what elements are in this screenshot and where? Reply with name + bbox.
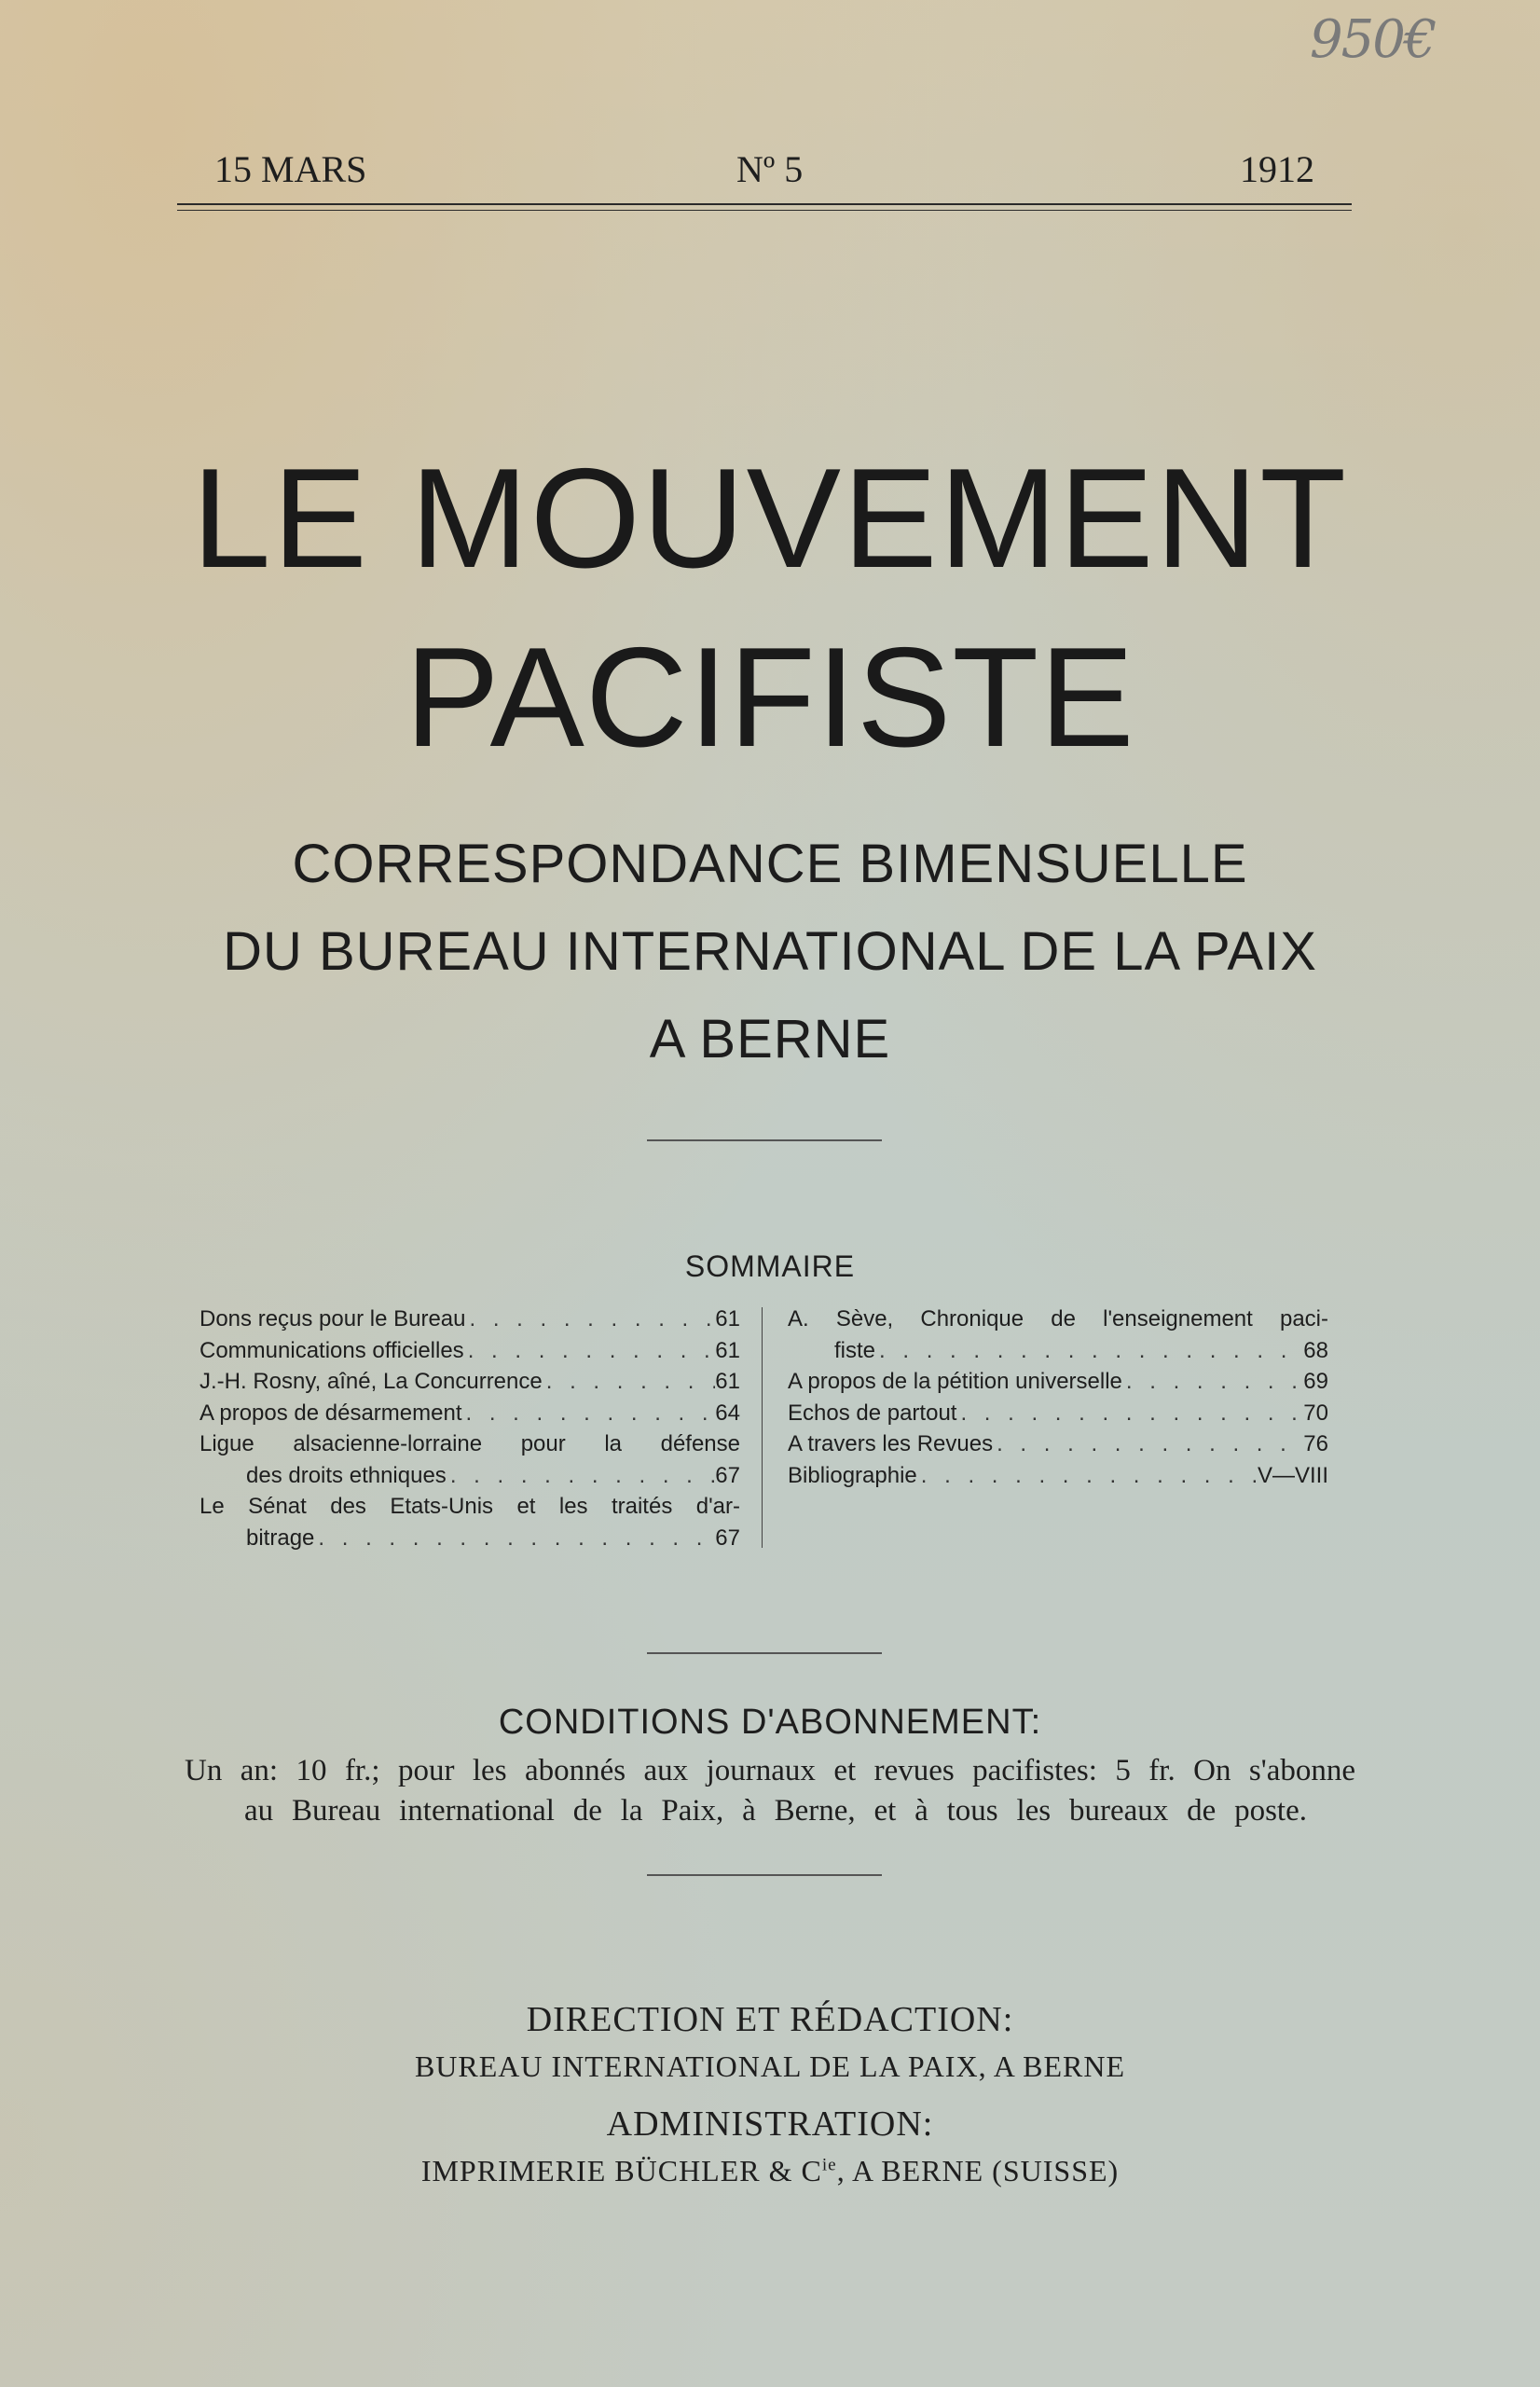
toc-entry bbox=[788, 1304, 1328, 1335]
header-double-rule bbox=[177, 203, 1352, 211]
divider-rule bbox=[647, 1139, 882, 1141]
conditions-heading: CONDITIONS D'ABONNEMENT: bbox=[498, 1703, 1042, 1742]
toc-entry-title: A travers les Revues bbox=[788, 1431, 994, 1456]
toc-entry bbox=[788, 1428, 1328, 1460]
toc-left-column bbox=[199, 1304, 740, 1553]
toc-entry-title: A propos de la pétition universelle bbox=[788, 1369, 1122, 1394]
toc-entry-title: Bibliographie bbox=[788, 1462, 917, 1488]
direction-heading: DIRECTION ET RÉDACTION: bbox=[526, 2000, 1014, 2039]
administration-address bbox=[0, 2154, 1540, 2188]
toc-entry-title: Le Sénat des Etats-Unis et les traités d'ar- bbox=[199, 1494, 740, 1519]
toc-entry-page: 70 bbox=[1303, 1400, 1328, 1426]
toc-entry-page: 67 bbox=[715, 1525, 740, 1551]
toc-entry-title: J.-H. Rosny, aîné, La Concurrence bbox=[199, 1369, 543, 1394]
toc-entry-page: 61 bbox=[715, 1369, 740, 1394]
toc-entry-title: Echos de partout bbox=[788, 1400, 957, 1426]
toc-entry-title: A. Sève, Chronique de l'enseignement paci- bbox=[788, 1306, 1328, 1331]
sommaire-heading: SOMMAIRE bbox=[684, 1249, 856, 1283]
administration-address-rest: , A BERNE (SUISSE) bbox=[836, 2154, 1120, 2187]
journal-title-line-1: LE MOUVEMENT bbox=[191, 439, 1349, 598]
toc-entry bbox=[788, 1398, 1328, 1429]
toc-right-column bbox=[788, 1304, 1328, 1491]
administration-heading: ADMINISTRATION: bbox=[606, 2104, 934, 2144]
toc-entry-title: des droits ethniques bbox=[246, 1462, 447, 1488]
toc-entry-page: 61 bbox=[715, 1337, 740, 1363]
toc-entry bbox=[788, 1460, 1328, 1492]
toc-entry bbox=[199, 1460, 740, 1492]
toc-entry-page: 76 bbox=[1303, 1431, 1328, 1456]
toc-entry bbox=[199, 1428, 740, 1460]
toc-entry bbox=[199, 1523, 740, 1554]
toc-entry-title: bitrage bbox=[246, 1525, 315, 1551]
toc-entry bbox=[788, 1366, 1328, 1398]
direction-address: BUREAU INTERNATIONAL DE LA PAIX, A BERNE bbox=[414, 2049, 1126, 2083]
toc-entry bbox=[199, 1366, 740, 1398]
toc-entry-page: V—VIII bbox=[1257, 1462, 1328, 1488]
toc-entry bbox=[199, 1398, 740, 1429]
subtitle-line-3: A BERNE bbox=[649, 1009, 891, 1069]
toc-entry-page: 64 bbox=[715, 1400, 740, 1426]
journal-title-line-2: PACIFISTE bbox=[405, 618, 1135, 777]
issue-number: Nº 5 bbox=[736, 148, 804, 190]
toc-entry-page: 61 bbox=[715, 1306, 740, 1331]
subtitle-line-2: DU BUREAU INTERNATIONAL DE LA PAIX bbox=[223, 921, 1317, 982]
administration-address-superscript: ie bbox=[821, 2155, 837, 2175]
toc-entry-title: fiste bbox=[834, 1337, 876, 1363]
toc-entry-page: 68 bbox=[1303, 1337, 1328, 1363]
toc-entry-title: Dons reçus pour le Bureau bbox=[199, 1306, 466, 1331]
toc-entry bbox=[199, 1335, 740, 1367]
issue-date: 15 MARS bbox=[214, 148, 367, 190]
toc-column-separator bbox=[762, 1307, 763, 1548]
divider-rule bbox=[647, 1652, 882, 1654]
subtitle-line-1: CORRESPONDANCE BIMENSUELLE bbox=[292, 834, 1248, 894]
issue-header bbox=[177, 147, 1352, 194]
issue-year: 1912 bbox=[1240, 148, 1314, 190]
toc-entry-title: Ligue alsacienne-lorraine pour la défense bbox=[199, 1431, 740, 1456]
toc-entry bbox=[199, 1304, 740, 1335]
divider-rule bbox=[647, 1874, 882, 1876]
handwritten-price-note: 950€ bbox=[1310, 9, 1436, 70]
toc-entry bbox=[199, 1491, 740, 1523]
conditions-text-line-2: au Bureau international de la Paix, à Berne, et à tous les bureaux de poste. bbox=[244, 1794, 1307, 1828]
toc-entry bbox=[788, 1335, 1328, 1367]
toc-entry-title: Communications officielles bbox=[199, 1337, 464, 1363]
toc-entry-title: A propos de désarmement bbox=[199, 1400, 462, 1426]
toc-entry-page: 67 bbox=[715, 1462, 740, 1488]
conditions-text-line-1: Un an: 10 fr.; pour les abonnés aux journaux et revues pacifistes: 5 fr. On s'abonne bbox=[185, 1754, 1355, 1787]
toc-entry-page: 69 bbox=[1303, 1369, 1328, 1394]
administration-address-main: IMPRIMERIE BÜCHLER & C bbox=[420, 2154, 822, 2187]
